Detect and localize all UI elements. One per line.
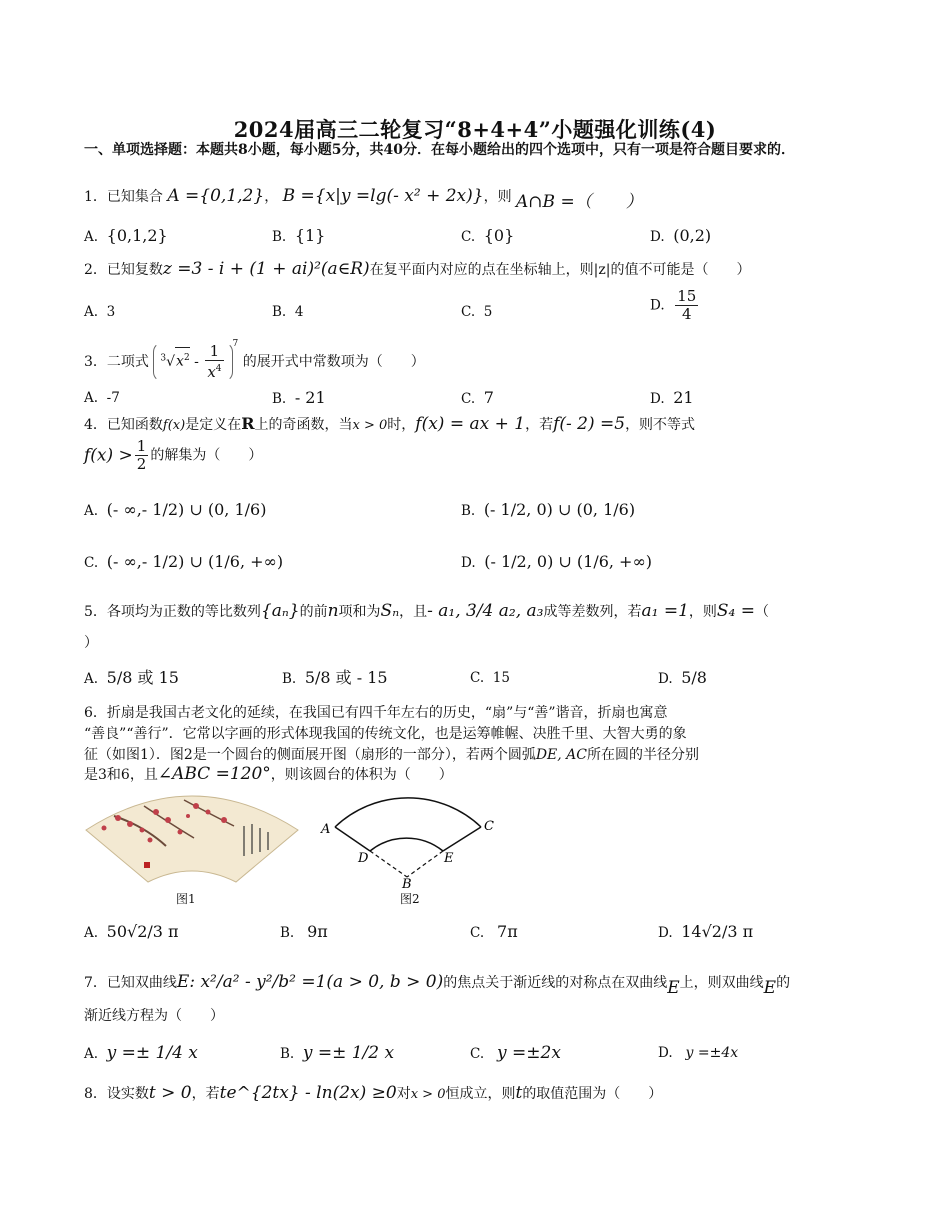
question-7-line-2 [84,1006,224,1026]
page-title: 2024届高三二轮复习“8+4+4”小题强化训练(4) [233,117,717,142]
question-text: 的展开式中常数项为（ ） [242,354,425,370]
q2-option-d[interactable] [650,288,700,323]
q6-option-b[interactable] [280,922,328,943]
option-label: A. [84,671,99,687]
q5-option-d[interactable] [658,668,707,689]
math-set-a: A ={0,1,2} [167,186,265,206]
option-value: - 21 [294,388,326,407]
question-1 [84,186,643,212]
question-text: 在复平面内对应的点在坐标轴上，则|z|的值不可能是（ ） [369,262,751,278]
fraction [675,288,698,323]
math-set-b: B ={x|y =lg(- x² + 2x)} [282,186,484,206]
question-3 [84,339,425,382]
question-8 [84,1083,662,1105]
option-value: 7π [497,922,518,941]
label-E: E [444,851,454,866]
label-A: A [321,822,331,837]
option-label: D. [658,1045,673,1061]
option-value: 5/8 或 15 [106,668,179,687]
option-label: C. [470,1046,485,1062]
option-label: D. [650,391,665,407]
question-number: 8． [84,1086,107,1102]
option-label: D. [650,229,665,245]
option-value: 9π [307,922,328,941]
math-expr: z =3 - i + (1 + ai)²(a∈R) [162,259,370,279]
question-text: ， [264,189,279,205]
question-7 [84,972,791,998]
q5-option-a[interactable] [84,668,179,689]
q4-option-c[interactable] [84,552,283,573]
question-text: 的前 [299,604,328,620]
option-label: C. [461,229,476,245]
option-label: D. [658,671,673,687]
question-text: 折扇是我国古老文化的延续，在我国已有四千年左右的历史，“扇”与“善”谐音，折扇也寓意 [106,705,668,721]
option-label: B. [272,391,287,407]
option-label: A. [84,925,99,941]
question-4 [84,414,695,436]
question-text: ，则该圆台的体积为（ ） [270,767,453,783]
cube-root-term: $^3√x^2$ [160,354,189,370]
option-label: A. [84,229,99,245]
question-6-line-3 [84,745,699,765]
math-t-cond: t > 0 [148,1083,192,1103]
math-a1: a₁ =1 [641,601,689,621]
q4-option-b[interactable] [461,500,635,521]
q3-option-a[interactable] [84,388,120,408]
question-text: ，则不等式 [625,417,696,433]
option-value: 4 [294,304,304,320]
fraction-numerator: 1 [205,343,223,361]
question-text: 各项均为正数的等比数列 [106,604,261,620]
option-value: (- 1/2, 0) ∪ (0, 1/6) [483,500,636,519]
binomial-expression: $^3√x^2$ - $\frac{1}{x^4}$ [153,342,232,382]
option-label: B. [280,925,295,941]
option-value: y =± 1/2 x [302,1043,395,1063]
question-text: 恒成立，则 [445,1086,516,1102]
math-R: R [241,414,255,433]
q1-option-c[interactable] [461,226,514,247]
q2-option-b[interactable] [272,302,303,322]
q2-option-a[interactable] [84,302,115,322]
question-text: 是3和6，且 [84,767,158,783]
exponent-7: 7 [232,339,239,350]
math-fx: f(x) [162,418,186,433]
question-text: ，且 [399,604,428,620]
option-label: A. [84,503,99,519]
question-text: 渐近线方程为（ ） [84,1008,224,1024]
math-arcs: DE, AC [535,747,587,763]
fraction-denominator: $x^4$ [207,363,222,381]
question-number: 4． [84,417,107,433]
math-ineq: te^{2tx} - ln(2x) ≥0 [219,1083,397,1103]
question-text: 时， [387,417,416,433]
math-cond: x > 0 [352,418,388,433]
question-text: 征（如图1）．图2是一个圆台的侧面展开图（扇形的一部分），若两个圆弧 [84,747,536,763]
fraction-denominator: 2 [136,455,147,473]
question-text: ，则 [483,189,512,205]
fraction-numerator: 1 [136,437,147,455]
option-value: 7 [483,388,494,407]
math-ineq: f(x) > [84,445,133,466]
radicand: $x^2$ [175,347,190,372]
option-value: y =±2x [497,1043,561,1063]
option-value: {1} [294,226,326,245]
question-5 [84,601,769,622]
option-value: (0,2) [673,226,712,245]
option-value: y =±4x [685,1045,739,1061]
option-label: B. [461,503,476,519]
option-value: {0,1,2} [106,226,168,245]
question-text: 的焦点关于渐近线的对称点在双曲线 [443,975,668,991]
q1-option-b[interactable] [272,226,325,247]
math-n: n [327,601,339,621]
q5-option-b[interactable] [282,668,388,689]
option-value: 3 [106,304,116,320]
question-text: （ [755,604,770,620]
option-value: 15 [492,670,510,686]
question-text: ，则 [688,604,717,620]
fraction [135,438,149,473]
q3-option-b[interactable] [272,388,326,409]
q2-option-c[interactable] [461,302,492,322]
label-C: C [484,819,494,834]
question-text: 的 [776,975,791,991]
option-value: 50√2/3 π [106,922,179,941]
question-6-line-2 [84,724,687,744]
fraction-denominator: 4 [682,305,692,323]
q3-option-c[interactable] [461,388,494,409]
option-label: A. [84,1046,99,1062]
option-value: 21 [673,388,694,407]
question-number: 3． [84,354,107,370]
question-5-line-2 [84,633,98,653]
option-label: A. [84,304,99,320]
option-value: (- 1/2, 0) ∪ (1/6, +∞) [484,552,653,571]
fraction [205,343,223,381]
label-B: B [402,877,412,892]
q6-option-a[interactable] [84,922,179,943]
option-label: C. [461,391,476,407]
option-label: C. [470,925,485,941]
question-text: 已知复数 [106,262,163,278]
option-value: (- ∞,- 1/2) ∪ (0, 1/6) [106,500,267,519]
math-E: E [763,978,777,998]
option-label: A. [84,390,99,406]
option-label: B. [282,671,297,687]
question-text: “善良”“善行”．它常以字画的形式体现我国的传统文化，也是运筹帷幄、决胜千里、大智大勇的象 [84,726,687,742]
question-2 [84,259,751,280]
question-number: 1． [84,189,107,205]
q1-option-d[interactable] [650,226,711,247]
option-value: y =± 1/4 x [106,1043,198,1063]
option-label: C. [84,555,99,571]
q4-option-d[interactable] [461,552,652,573]
option-label: D. [658,925,673,941]
math-seq: {aₙ} [260,601,300,621]
math-expr: E: x²/a² - y²/b² =1(a > 0, b > 0) [176,972,444,992]
q3-option-d[interactable] [650,388,694,409]
q5-option-c[interactable] [470,668,510,688]
question-text: 上的奇函数，当 [254,417,353,433]
option-label: C. [461,304,476,320]
question-text: ） [84,635,98,651]
question-text: 二项式 [106,354,149,370]
q6-option-c[interactable] [470,922,518,943]
q7-option-d[interactable] [658,1043,738,1063]
math-ask: A∩B =（ ） [516,192,643,212]
figure-1-fan-painting [84,786,300,886]
question-number: 6． [84,705,107,721]
option-value: (- ∞,- 1/2) ∪ (1/6, +∞) [106,552,284,571]
fraction-numerator: 15 [677,287,697,305]
figure-2-caption: 图2 [400,892,420,906]
question-text: 的取值范围为（ ） [522,1086,663,1102]
option-value: {0} [483,226,515,245]
question-text: 已知集合 [106,189,163,205]
label-D: D [358,851,369,866]
option-label: B. [272,304,287,320]
math-E: E [667,978,680,998]
math-t: t [515,1083,523,1103]
question-text: 成等差数列，若 [543,604,642,620]
q7-option-b[interactable] [280,1043,394,1064]
question-text: 已知函数 [106,417,163,433]
math-Sn: Sₙ [380,601,400,621]
option-label: D. [461,555,476,571]
question-text: 所在圆的半径分别 [586,747,699,763]
question-4-line-2 [84,438,262,473]
question-text: 设实数 [106,1086,149,1102]
question-number: 5． [84,604,107,620]
question-number: 7． [84,975,107,991]
question-text: 的解集为（ ） [150,447,263,464]
question-6-line-1 [84,703,668,723]
math-angle: ∠ABC =120° [157,764,271,784]
question-text: ，若 [191,1086,220,1102]
math-x-cond: x > 0 [410,1087,446,1102]
math-S4: S₄ = [716,601,756,621]
q7-option-c[interactable] [470,1043,561,1064]
section-heading: 一、单项选择题：本题共8小题，每小题5分，共40分．在每小题给出的四个选项中，只有一项是符合题目要求的． [84,142,795,158]
math-terms: - a₁, 3/4 a₂, a₃ [427,601,544,621]
option-value: 5 [483,304,493,320]
figure-1-caption: 图1 [176,892,196,906]
option-value: 14√2/3 π [681,922,754,941]
question-text: 是定义在 [185,417,242,433]
option-label: B. [272,229,287,245]
question-text: 已知双曲线 [106,975,177,991]
question-text: 上，则双曲线 [679,975,764,991]
q4-option-a[interactable] [84,500,266,521]
q7-option-a[interactable] [84,1043,198,1064]
q6-option-d[interactable] [658,922,753,943]
math-given: f(- 2) =5 [553,414,626,434]
math-def: f(x) = ax + 1 [415,414,526,434]
option-label: B. [280,1046,295,1062]
option-value: -7 [106,390,120,406]
q1-option-a[interactable] [84,226,168,247]
option-label: D. [650,297,665,314]
figure-2-annular-sector [318,780,508,892]
question-number: 2． [84,262,107,278]
option-value: 5/8 或 - 15 [304,668,388,687]
question-text: 项和为 [338,604,381,620]
option-value: 5/8 [681,668,707,687]
question-text: ，若 [525,417,554,433]
question-text: 对 [396,1086,411,1102]
option-label: C. [470,670,485,686]
